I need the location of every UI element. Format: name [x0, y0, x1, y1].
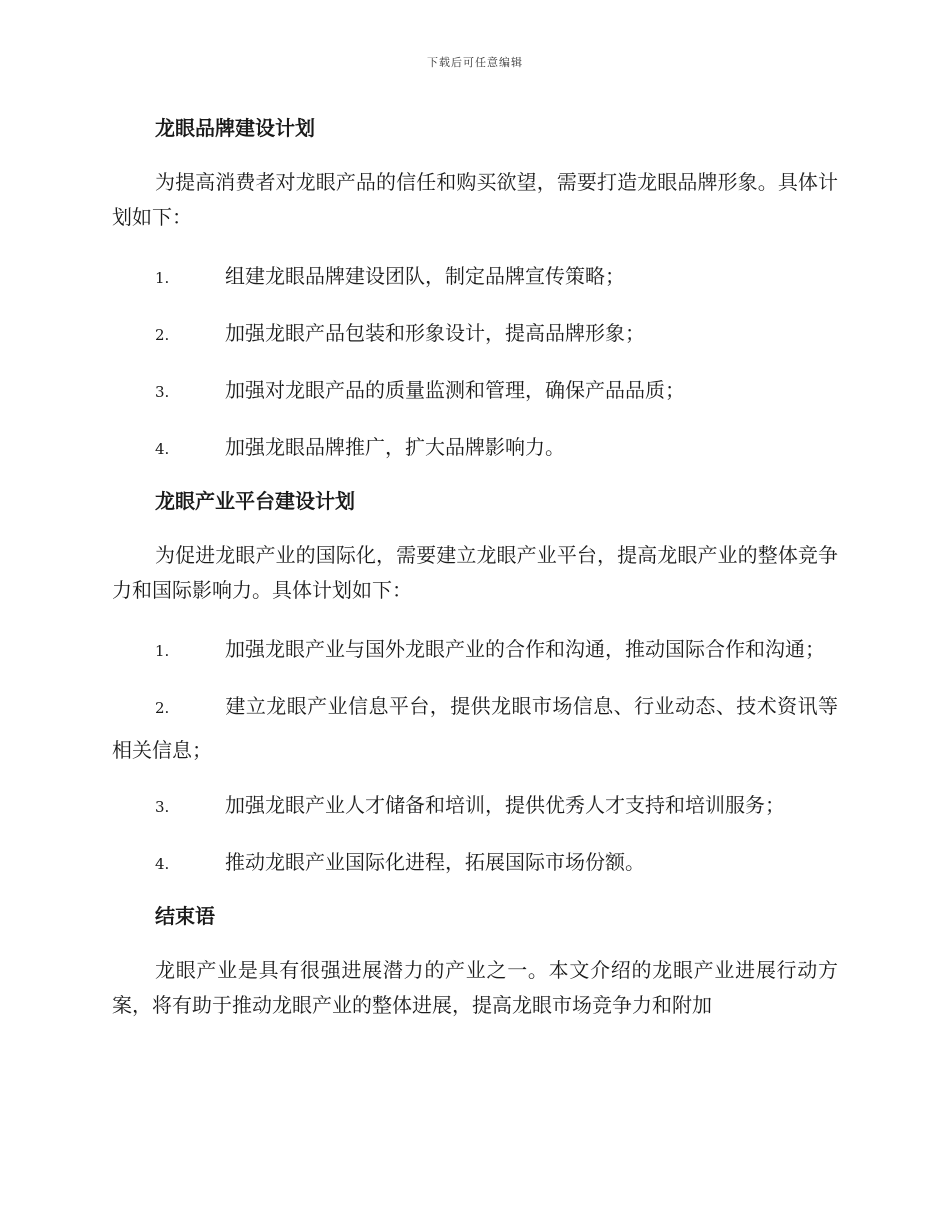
list-number: 3. [155, 383, 170, 401]
section-heading-brand: 龙眼品牌建设计划 [155, 116, 315, 140]
list-item [112, 312, 838, 356]
list-item [112, 841, 838, 885]
list-text: 加强龙眼产品包装和形象设计，提高品牌形象； [225, 321, 645, 345]
document-body [112, 110, 838, 1043]
list-number: 2. [155, 326, 170, 344]
plan-list-brand [112, 255, 838, 470]
list-item [112, 784, 838, 828]
list-item [112, 685, 838, 771]
list-item [112, 628, 838, 672]
plan-list-platform [112, 628, 838, 885]
list-number: 4. [155, 440, 170, 458]
section-intro-conclusion: 龙眼产业是具有很强进展潜力的产业之一。本文介绍的龙眼产业进展行动方案，将有助于推动龙眼产业的整体进展，提高龙眼市场竞争力和附加 [112, 958, 838, 1017]
list-text: 加强龙眼品牌推广，扩大品牌影响力。 [225, 435, 565, 459]
list-number: 1. [155, 642, 170, 660]
list-number: 3. [155, 798, 170, 816]
list-text: 建立龙眼产业信息平台，提供龙眼市场信息、行业动态、技术资讯等相关信息； [112, 694, 838, 762]
list-number: 2. [155, 699, 170, 717]
list-text: 加强龙眼产业与国外龙眼产业的合作和沟通，推动国际合作和沟通； [225, 637, 825, 661]
section-heading-platform: 龙眼产业平台建设计划 [155, 489, 355, 513]
list-number: 4. [155, 855, 170, 873]
list-item [112, 426, 838, 470]
list-item [112, 255, 838, 299]
list-number: 1. [155, 269, 170, 287]
list-item [112, 369, 838, 413]
section-intro-platform: 为促进龙眼产业的国际化，需要建立龙眼产业平台，提高龙眼产业的整体竞争力和国际影响力。具体计划如下： [112, 543, 838, 602]
header-note: 下载后可任意编辑 [427, 56, 523, 69]
list-text: 推动龙眼产业国际化进程，拓展国际市场份额。 [225, 850, 645, 874]
section-heading-conclusion: 结束语 [155, 904, 215, 928]
list-text: 组建龙眼品牌建设团队，制定品牌宣传策略； [225, 264, 625, 288]
list-text: 加强对龙眼产品的质量监测和管理，确保产品品质； [225, 378, 685, 402]
list-text: 加强龙眼产业人才储备和培训，提供优秀人才支持和培训服务； [225, 793, 785, 817]
section-intro-brand: 为提高消费者对龙眼产品的信任和购买欲望，需要打造龙眼品牌形象。具体计划如下： [112, 170, 838, 229]
